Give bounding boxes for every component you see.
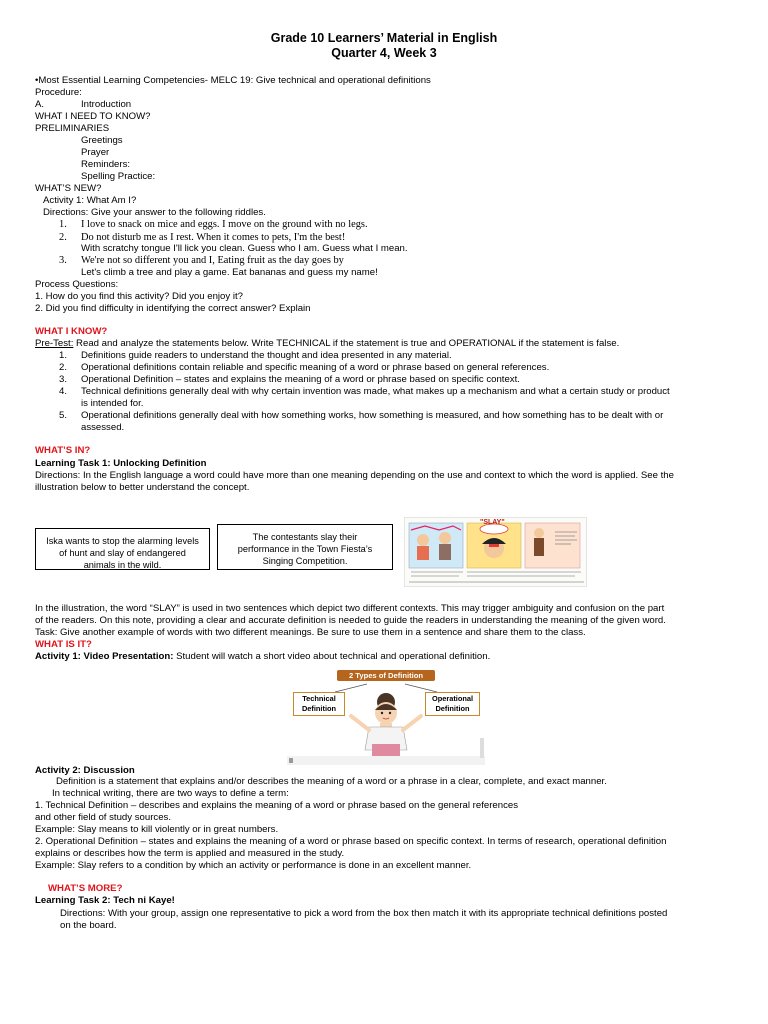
activity1-video-label: Activity 1: Video Presentation:: [35, 651, 174, 662]
technical-definition-label: [293, 692, 345, 716]
video-banner: 2 Types of Definition: [337, 670, 435, 681]
slay-badge: "SLAY": [480, 519, 505, 526]
pretest-statement-cont: assessed.: [81, 422, 125, 433]
whats-new-heading: WHAT’S NEW?: [35, 183, 102, 194]
pretest-text: Read and analyze the statements below. Write TECHNICAL if the statement is true and OPERATIONAL if the statement is false.: [73, 338, 620, 349]
discussion-line: In technical writing, there are two ways to define a term:: [52, 788, 289, 799]
example-sentence-box-1: [35, 528, 210, 570]
riddle-text: I love to snack on mice and eggs. I move on the ground with no legs.: [81, 219, 368, 230]
box-line: animals in the wild.: [83, 560, 162, 570]
process-questions-label: Process Questions:: [35, 279, 119, 290]
illustration-paragraph: In the illustration, the word “SLAY” is used in two sentences which depict two different contexts. This may trigger ambiguity and confusion on the part: [35, 603, 665, 614]
pretest-statement: Operational Definition – states and explains the meaning of a word or phrase based on specific context.: [81, 374, 520, 385]
label-line: Technical: [302, 694, 336, 703]
task2-directions-cont: on the board.: [60, 920, 117, 931]
illustration-paragraph-cont: of the readers. On this note, providing a clear and accurate definition is needed to guide the readers in understanding the meaning of the given word.: [35, 615, 666, 626]
activity1-video-text: Student will watch a short video about technical and operational definition.: [173, 651, 491, 662]
example-sentence-box-2: [217, 524, 393, 570]
box-line: The contestants slay their: [252, 532, 358, 542]
learning-task2-title: Learning Task 2: Tech ni Kaye!: [35, 895, 175, 906]
pretest-statement: Definitions guide readers to understand the thought and idea presented in any material.: [81, 350, 452, 361]
pretest-number: 4.: [59, 386, 68, 397]
what-is-it-heading: WHAT IS IT?: [35, 639, 92, 650]
prelim-item: Reminders:: [81, 159, 131, 170]
discussion-line: explains or describes how the term is applied and measured in the study.: [35, 848, 345, 859]
riddle-text: Do not disturb me as I rest. When it comes to pets, I'm the best!: [81, 232, 346, 243]
label-line: Definition: [301, 704, 337, 713]
pretest-number: 5.: [59, 410, 68, 421]
box-line: Iska wants to stop the alarming levels: [46, 536, 199, 546]
riddle-text-cont: With scratchy tongue I'll lick you clean. Guess who I am. Guess what I mean.: [81, 243, 408, 254]
video-thumbnail[interactable]: [287, 668, 485, 765]
slay-illustration: [404, 517, 587, 587]
task1-directions: Directions: In the English language a word could have more than one meaning depending on the use and context to which the word is applied. See the: [35, 470, 674, 481]
activity2-title: Activity 2: Discussion: [35, 765, 135, 776]
learning-task1-title: Learning Task 1: Unlocking Definition: [35, 458, 207, 469]
pretest-number: 2.: [59, 362, 68, 373]
riddle-number: 3.: [59, 255, 67, 266]
activity1-video-line: [35, 651, 490, 663]
process-question: 1. How do you find this activity? Did you enjoy it?: [35, 291, 243, 302]
pretest-number: 1.: [59, 350, 68, 361]
pretest-label: Pre-Test:: [35, 338, 74, 349]
pretest-statement: Operational definitions contain reliable and specific meaning of a word or phrase based on general references.: [81, 362, 550, 373]
section-a-text: Introduction: [81, 99, 132, 110]
pretest-number: 3.: [59, 374, 68, 385]
task-instruction: Task: Give another example of words with two different meanings. Be sure to use them in a sentence and share them to the class.: [35, 627, 586, 638]
prelim-item: Spelling Practice:: [81, 171, 156, 182]
teacher-illustration: [287, 668, 485, 765]
riddle-text-cont: Let's climb a tree and play a game. Eat bananas and guess my name!: [81, 267, 378, 278]
discussion-line: Definition is a statement that explains and/or describes the meaning of a word or a phrase in a clear, complete, and exact manner.: [56, 776, 607, 787]
pretest-statement: Operational definitions generally deal with how something works, how something is measured, and how something has to be dealt with or: [81, 410, 664, 421]
task1-directions-cont: illustration below to better understand the concept.: [35, 482, 250, 493]
prelim-item: Greetings: [81, 135, 123, 146]
riddle-text: We're not so different you and I, Eating fruit as the day goes by: [81, 255, 344, 266]
procedure-label: Procedure:: [35, 87, 82, 98]
whats-more-heading: WHAT’S MORE?: [48, 883, 123, 894]
prelim-item: Prayer: [81, 147, 110, 158]
prelim-heading: PRELIMINARIES: [35, 123, 110, 134]
pretest-statement-cont: is intended for.: [81, 398, 144, 409]
whats-in-heading: WHAT’S IN?: [35, 445, 91, 456]
slay-illustration-art: [405, 518, 588, 588]
task2-directions: Directions: With your group, assign one representative to pick a word from the box then match it with its appropriate technical definitions posted: [60, 908, 668, 919]
discussion-line: Example: Slay refers to a condition by which an activity or performance is done in an excellent manner.: [35, 860, 472, 871]
box-line: Singing Competition.: [262, 556, 348, 566]
riddle-number: 1.: [59, 219, 67, 230]
riddle-number: 2.: [59, 232, 67, 243]
document-title: Grade 10 Learners’ Material in English: [270, 31, 498, 45]
discussion-line: Example: Slay means to kill violently or in great numbers.: [35, 824, 279, 835]
melc-line: •Most Essential Learning Competencies- MELC 19: Give technical and operational definitions: [35, 75, 431, 86]
document-subtitle: Quarter 4, Week 3: [331, 46, 437, 60]
discussion-line: and other field of study sources.: [35, 812, 171, 823]
what-i-know-heading: WHAT I KNOW?: [35, 326, 108, 337]
section-a-letter: A.: [35, 99, 45, 110]
process-question: 2. Did you find difficulty in identifying the correct answer? Explain: [35, 303, 311, 314]
box-line: performance in the Town Fiesta’s: [237, 544, 373, 554]
operational-definition-label: [425, 692, 480, 716]
need-heading: WHAT I NEED TO KNOW?: [35, 111, 151, 122]
riddle-directions: Directions: Give your answer to the following riddles.: [43, 207, 266, 218]
label-line: Operational: [431, 694, 474, 703]
box-line: of hunt and slay of endangered: [59, 548, 186, 558]
activity1-title: Activity 1: What Am I?: [43, 195, 137, 206]
pretest-statement: Technical definitions generally deal with why certain invention was made, what makes up a mechanism and what a certain study or product: [81, 386, 670, 397]
discussion-line: 2. Operational Definition – states and explains the meaning of a word or phrase based on specific context. In terms of research, operational definition: [35, 836, 667, 847]
discussion-line: 1. Technical Definition – describes and explains the meaning of a word or phrase based on the general references: [35, 800, 519, 811]
pretest-instructions: [35, 338, 619, 350]
label-line: Definition: [435, 704, 470, 713]
